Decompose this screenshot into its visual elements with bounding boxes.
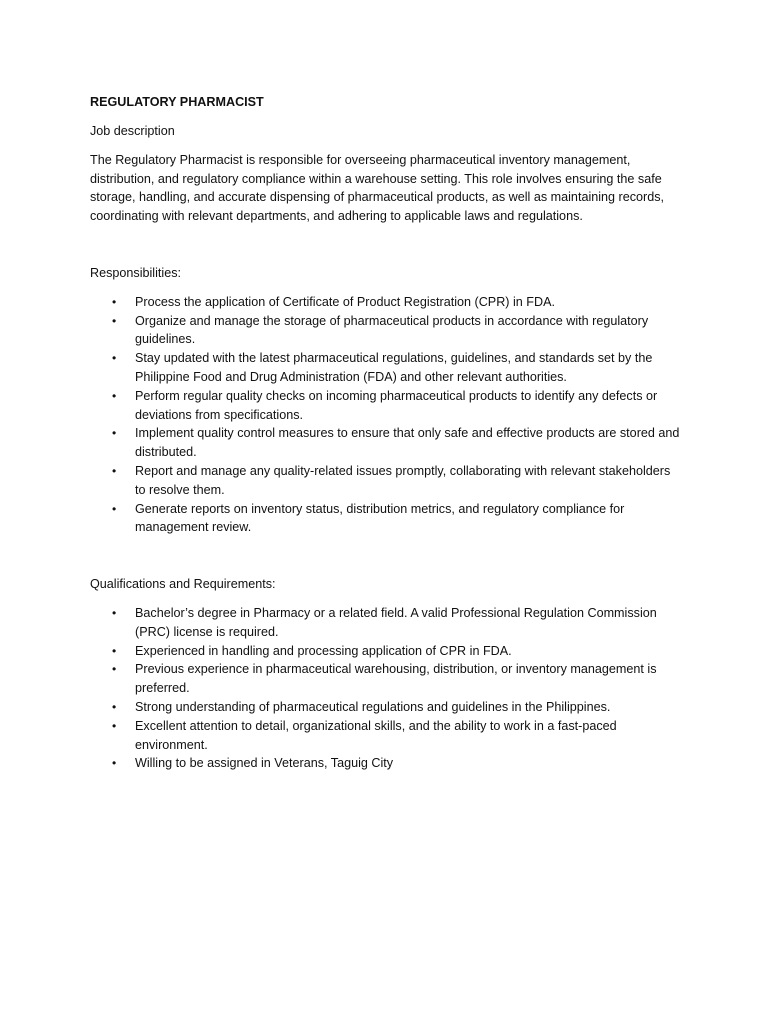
list-item xyxy=(90,500,680,538)
list-item-text: Excellent attention to detail, organizational skills, and the ability to work in a fast-paced environment. xyxy=(135,718,617,752)
list-item-text: Implement quality control measures to ensure that only safe and effective products are stored and distributed. xyxy=(135,426,680,460)
list-item-text: Experienced in handling and processing application of CPR in FDA. xyxy=(135,643,512,658)
list-item-text: Organize and manage the storage of pharmaceutical products in accordance with regulatory guidelines. xyxy=(135,313,649,347)
document-body xyxy=(90,93,680,773)
list-item-text: Report and manage any quality-related issues promptly, collaborating with relevant stakeholders to resolve them. xyxy=(135,463,671,497)
bullet-icon: • xyxy=(112,463,117,478)
job-description-label: Job description xyxy=(90,124,175,138)
intro-paragraph: The Regulatory Pharmacist is responsible for overseeing pharmaceutical inventory management, distribution, and regulatory compliance within a warehouse setting. This role involves ensuring the safe storage, handling, and accurate dispensing of pharmaceutical products, as well as maintaining records, coordinating with relevant departments, and adhering to applicable laws and regulations. xyxy=(90,152,665,224)
bullet-icon: • xyxy=(112,426,117,441)
list-item xyxy=(90,754,680,773)
list-item-text: Strong understanding of pharmaceutical regulations and guidelines in the Philippines. xyxy=(135,699,611,714)
list-item-text: Willing to be assigned in Veterans, Taguig City xyxy=(135,756,394,771)
list-item-text: Generate reports on inventory status, distribution metrics, and regulatory compliance for management review. xyxy=(135,501,625,535)
bullet-icon: • xyxy=(112,294,117,309)
document-title: REGULATORY PHARMACIST xyxy=(90,95,264,109)
list-item xyxy=(90,312,680,350)
bullet-icon: • xyxy=(112,718,117,733)
responsibilities-list xyxy=(90,293,680,537)
list-item xyxy=(90,698,680,717)
bullet-icon: • xyxy=(112,605,117,620)
list-item xyxy=(90,349,680,387)
bullet-icon: • xyxy=(112,643,117,658)
list-item-text: Perform regular quality checks on incoming pharmaceutical products to identify any defects or deviations from specifications. xyxy=(135,388,658,422)
list-item xyxy=(90,660,680,698)
bullet-icon: • xyxy=(112,756,117,771)
bullet-icon: • xyxy=(112,699,117,714)
list-item xyxy=(90,387,680,425)
bullet-icon: • xyxy=(112,351,117,366)
qualifications-heading: Qualifications and Requirements: xyxy=(90,577,276,592)
bullet-icon: • xyxy=(112,501,117,516)
list-item-text: Previous experience in pharmaceutical warehousing, distribution, or inventory management is preferred. xyxy=(135,662,657,696)
list-item xyxy=(90,717,680,755)
responsibilities-heading: Responsibilities: xyxy=(90,265,181,280)
bullet-icon: • xyxy=(112,313,117,328)
list-item xyxy=(90,642,680,661)
list-item xyxy=(90,424,680,462)
list-item xyxy=(90,604,680,642)
list-item xyxy=(90,462,680,500)
list-item-text: Stay updated with the latest pharmaceutical regulations, guidelines, and standards set by the Philippine Food and Drug Administration (FDA) and other relevant authorities. xyxy=(135,351,653,384)
bullet-icon: • xyxy=(112,388,117,403)
list-item-text: Bachelor’s degree in Pharmacy or a related field. A valid Professional Regulation Commission (PRC) license is required. xyxy=(135,605,657,639)
qualifications-list xyxy=(90,604,680,773)
list-item-text: Process the application of Certificate of Product Registration (CPR) in FDA. xyxy=(135,294,555,309)
bullet-icon: • xyxy=(112,662,117,677)
list-item xyxy=(90,293,680,312)
